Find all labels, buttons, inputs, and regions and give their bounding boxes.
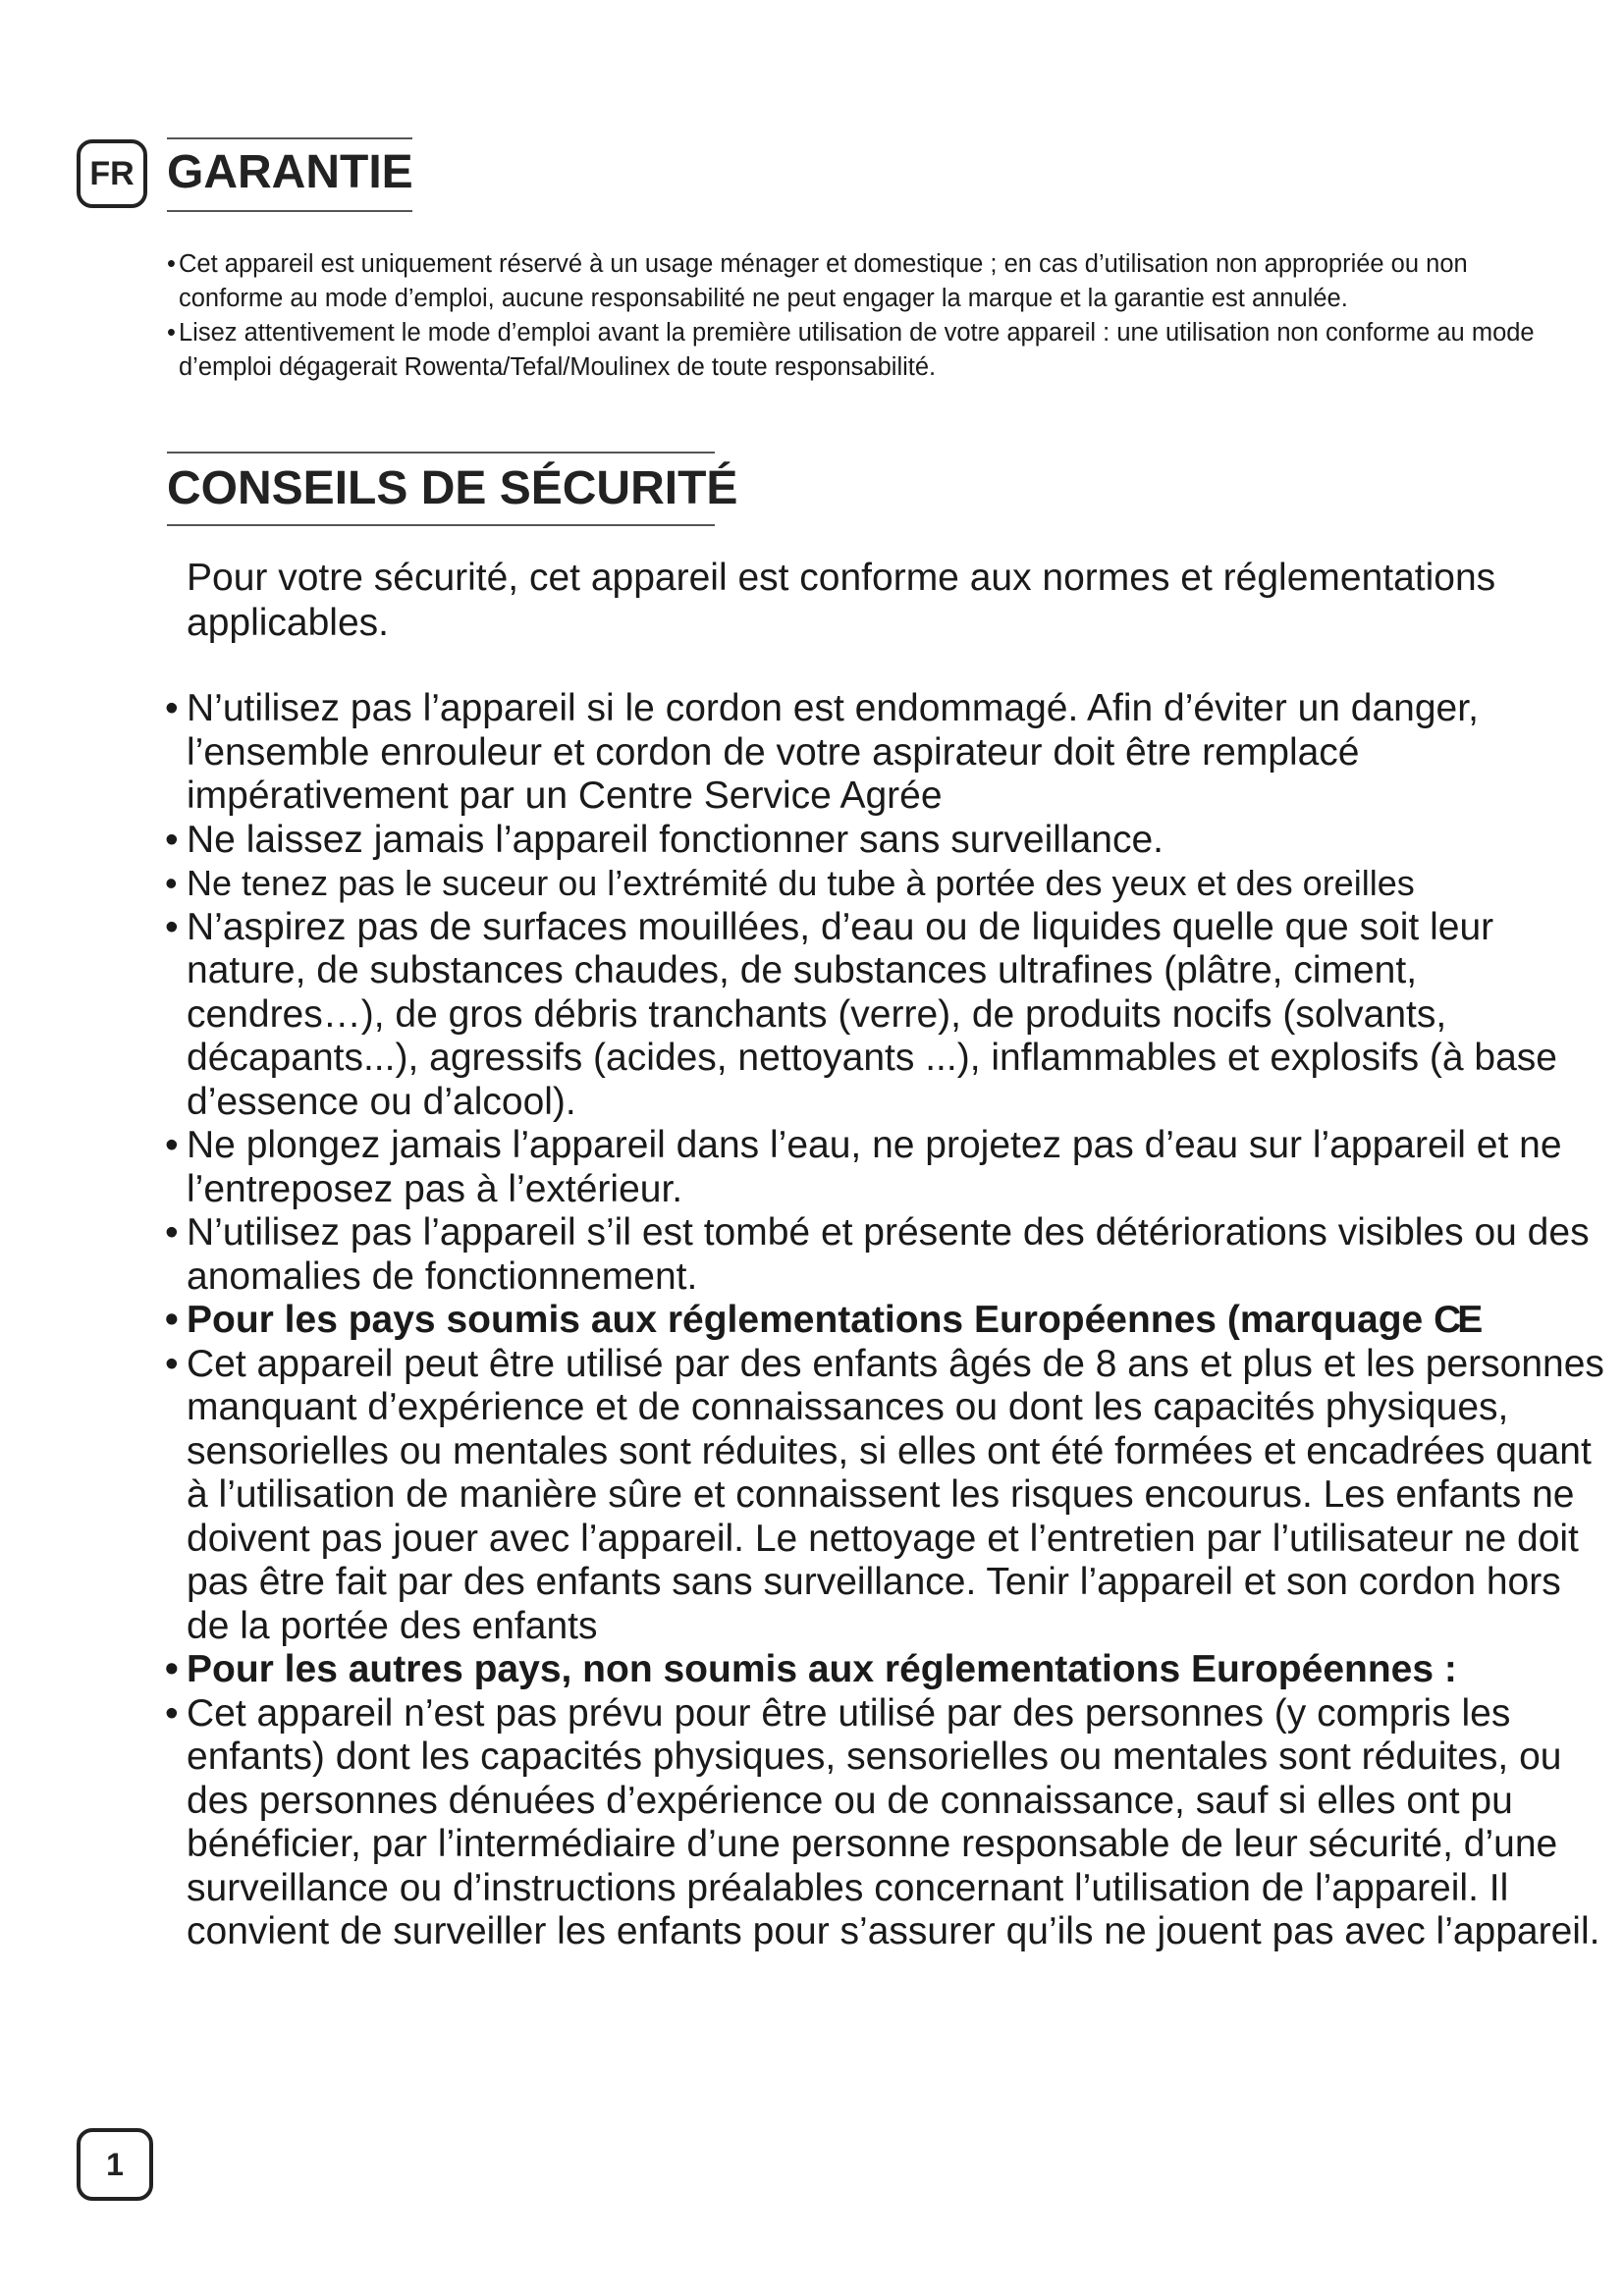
safety-item: • Cet appareil n’est pas prévu pour être utilisé par des personnes (y compris les enfants) dont les capacités physiques, sensorielles ou mentales sont réduites, ou des personnes dénuées d’expérience ou de connaissance, sauf si elles ont pu bénéficier, par l’intermédiaire d’une personne responsable de leur sécurité, d’une surveillance ou d’instructions préalables concernant l’utilisation de l’appareil. Il convient de surveiller les enfants pour s’assurer qu’ils ne jouent pas avec l’appareil. [165, 1692, 1608, 1954]
garantie-title: GARANTIE [167, 146, 413, 198]
conseils-bottom-rule [167, 524, 715, 526]
safety-item: • N’utilisez pas l’appareil s’il est tombé et présente des détériorations visibles ou des anomalies de fonctionnement. [165, 1211, 1608, 1299]
page-number: 1 [106, 2146, 124, 2182]
garantie-top-rule [167, 137, 412, 139]
safety-item: • N’utilisez pas l’appareil si le cordon est endommagé. Afin d’éviter un danger, l’ensemble enrouleur et cordon de votre aspirateur doit être remplacé impérativement par un Centre Service Agrée [165, 687, 1608, 819]
language-badge [77, 139, 147, 208]
safety-item: • Ne plongez jamais l’appareil dans l’eau, ne projetez pas d’eau sur l’appareil et ne l’entreposez pas à l’extérieur. [165, 1124, 1608, 1211]
safety-heading-eu-text: Pour les pays soumis aux réglementations Européennes (marquage [187, 1299, 1424, 1341]
safety-item: • Cet appareil peut être utilisé par des enfants âgés de 8 ans et plus et les personnes manquant d’expérience et de connaissances ou dont les capacités physiques, sensorielles ou mentales sont réduites, si elles ont été formées et encadrées quant à l’utilisation de manière sûre et connaissent les risques encourus. Les enfants ne doivent pas jouer avec l’appareil. Le nettoyage et l’entretien par l’utilisateur ne doit pas être fait par des enfants sans surveillance. Tenir l’appareil et son cordon hors de la portée des enfants [165, 1343, 1608, 1649]
safety-item: • N’aspirez pas de surfaces mouillées, d’eau ou de liquides quelle que soit leur nature, de substances chaudes, de substances ultrafines (plâtre, ciment, cendres…), de gros débris tranchants (verre), de produits nocifs (solvants, décapants...), agressifs (acides, nettoyants ...), inflammables et explosifs (à base d’essence ou d’alcool). [165, 906, 1608, 1125]
garantie-list [167, 247, 1537, 385]
safety-item: • Ne laissez jamais l’appareil fonctionner sans surveillance. [165, 819, 1608, 863]
garantie-bottom-rule [167, 210, 412, 212]
safety-heading-eu [165, 1299, 1608, 1343]
page-number-badge [77, 2128, 153, 2201]
conseils-top-rule [167, 452, 715, 454]
garantie-item: • Lisez attentivement le mode d’emploi avant la première utilisation de votre appareil : une utilisation non conforme au mode d’emploi dégagerait Rowenta/Tefal/Moulinex de toute responsabilité. [167, 316, 1537, 385]
conseils-intro: Pour votre sécurité, cet appareil est conforme aux normes et réglementations applicables. [187, 557, 1496, 644]
garantie-item: • Cet appareil est uniquement réservé à un usage ménager et domestique ; en cas d’utilisation non appropriée ou non conforme au mode d’emploi, aucune responsabilité ne peut engager la marque et la garantie est annulée. [167, 247, 1537, 316]
language-code: FR [89, 154, 135, 192]
conseils-title: CONSEILS DE SÉCURITÉ [167, 462, 738, 514]
safety-list [165, 687, 1608, 1954]
safety-item: • Ne tenez pas le suceur ou l’extrémité du tube à portée des yeux et des oreilles [165, 862, 1608, 906]
safety-heading-non-eu: • Pour les autres pays, non soumis aux réglementations Européennes : [165, 1648, 1608, 1692]
ce-mark-icon: CE [1434, 1299, 1480, 1341]
